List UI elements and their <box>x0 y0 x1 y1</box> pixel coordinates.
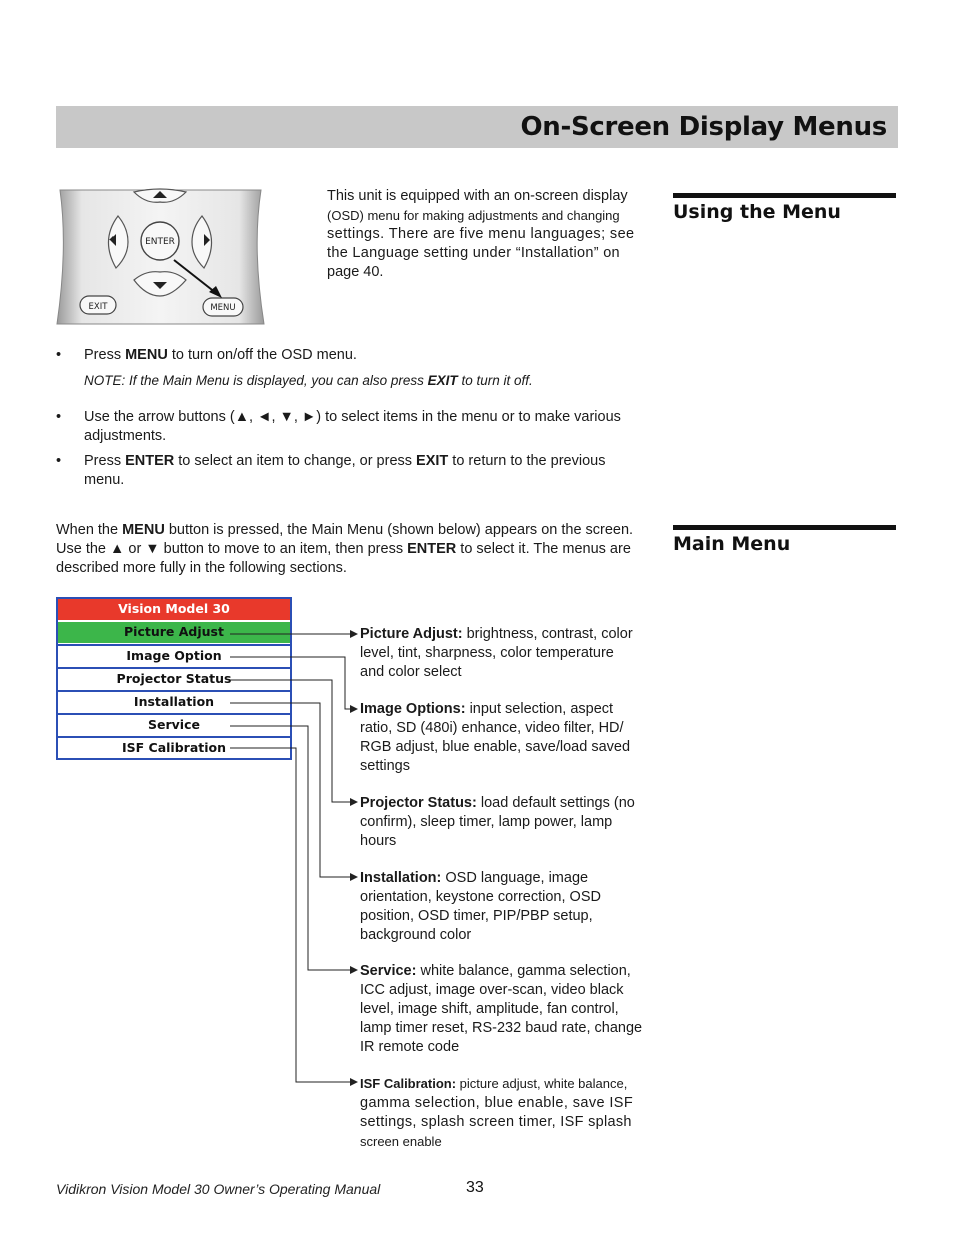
text: to turn on/off the OSD menu. <box>167 347 357 363</box>
desc-line: ICC adjust, image over-scan, video black <box>360 982 624 998</box>
text: load default settings (no <box>476 795 635 811</box>
desc-line <box>360 794 656 813</box>
bullet-dot: • <box>56 409 62 425</box>
text: When the <box>56 522 123 538</box>
text: to return to the previous <box>448 453 606 469</box>
desc-image-options <box>360 700 656 776</box>
remote-enter-label: ENTER <box>145 237 175 247</box>
bullet-dot: • <box>56 453 62 469</box>
text: brightness, contrast, color <box>462 626 633 642</box>
desc-line <box>360 625 656 644</box>
desc-title: Installation: <box>360 870 442 886</box>
desc-line: orientation, keystone correction, OSD <box>360 889 601 905</box>
desc-isf-calibration <box>360 1074 656 1151</box>
desc-title: Service: <box>360 963 417 979</box>
desc-installation <box>360 869 656 945</box>
desc-line: level, tint, sharpness, color temperature <box>360 645 614 661</box>
text: to select an item to change, or press <box>174 453 417 469</box>
text: to turn it off. <box>457 373 533 388</box>
intro-line: page 40. <box>327 264 384 280</box>
desc-title: ISF Calibration: <box>360 1076 457 1091</box>
desc-line <box>360 1074 656 1094</box>
text: Use the arrow buttons (▲, ◄, ▼, ►) to select items in the menu or to make various <box>84 409 621 425</box>
menu-item-installation: Installation <box>58 690 290 711</box>
desc-line: background color <box>360 927 472 943</box>
desc-line <box>360 962 656 981</box>
text: picture adjust, white balance, <box>456 1076 628 1091</box>
key-label: ENTER <box>125 453 175 469</box>
menu-item-isf-calibration: ISF Calibration <box>58 736 290 757</box>
desc-line: hours <box>360 833 397 849</box>
footer-manual-title: Vidikron Vision Model 30 Owner’s Operating Manual <box>56 1181 381 1197</box>
desc-line: RGB adjust, blue enable, save/load saved <box>360 739 631 755</box>
remote-menu-label: MENU <box>210 303 236 313</box>
page-number: 33 <box>466 1179 484 1196</box>
desc-picture-adjust <box>360 625 656 682</box>
menu-item-service: Service <box>58 713 290 734</box>
text: to select it. The menus are <box>456 541 631 557</box>
desc-title: Picture Adjust: <box>360 626 463 642</box>
text: menu. <box>84 472 125 488</box>
key-label: MENU <box>125 347 168 363</box>
desc-line: settings, splash screen timer, ISF splash <box>360 1114 632 1130</box>
desc-line <box>360 700 656 719</box>
menu-item-picture-adjust: Picture Adjust <box>58 622 290 643</box>
key-label: ENTER <box>407 541 457 557</box>
intro-line: This unit is equipped with an on-screen display <box>327 188 628 204</box>
remote-exit-label: EXIT <box>88 302 108 312</box>
section-title: Main Menu <box>673 533 791 555</box>
desc-title: Projector Status: <box>360 795 477 811</box>
key-label: MENU <box>122 522 165 538</box>
text: input selection, aspect <box>465 701 614 717</box>
desc-line: confirm), sleep timer, lamp power, lamp <box>360 814 613 830</box>
desc-line: level, image shift, amplitude, fan control, <box>360 1001 619 1017</box>
text: Press <box>84 347 126 363</box>
menu-header: Vision Model 30 <box>58 599 290 620</box>
text: adjustments. <box>84 428 167 444</box>
text: Use the ▲ or ▼ button to move to an item, then press <box>56 541 408 557</box>
key-label: EXIT <box>427 373 458 388</box>
desc-line: IR remote code <box>360 1039 460 1055</box>
desc-line: screen enable <box>360 1134 442 1149</box>
desc-line: gamma selection, blue enable, save ISF <box>360 1095 634 1111</box>
menu-item-image-option: Image Option <box>58 644 290 665</box>
intro-line: the Language setting under “Installation” on <box>327 245 620 261</box>
intro-line: described more fully in the following sections. <box>56 560 347 576</box>
desc-projector-status <box>360 794 656 851</box>
section-title: Using the Menu <box>673 201 841 223</box>
text: white balance, gamma selection, <box>416 963 631 979</box>
text: button is pressed, the Main Menu (shown below) appears on the screen. <box>164 522 634 538</box>
desc-line: lamp timer reset, RS-232 baud rate, change <box>360 1020 643 1036</box>
intro-line: (OSD) menu for making adjustments and changing <box>327 208 620 223</box>
key-label: EXIT <box>416 453 449 469</box>
intro-line: settings. There are five menu languages; see <box>327 226 635 242</box>
desc-title: Image Options: <box>360 701 466 717</box>
menu-item-projector-status: Projector Status <box>58 667 290 688</box>
text: OSD language, image <box>441 870 589 886</box>
desc-line: ratio, SD (480i) enhance, video filter, HD/ <box>360 720 624 736</box>
bullet-dot: • <box>56 347 62 363</box>
desc-line: position, OSD timer, PIP/PBP setup, <box>360 908 593 924</box>
desc-line <box>360 869 656 888</box>
text: NOTE: If the Main Menu is displayed, you can also press <box>84 373 428 388</box>
desc-line: and color select <box>360 664 462 680</box>
text: Press <box>84 453 126 469</box>
page-title: On-Screen Display Menus <box>520 112 887 142</box>
desc-service <box>360 962 656 1057</box>
desc-line: settings <box>360 758 410 774</box>
